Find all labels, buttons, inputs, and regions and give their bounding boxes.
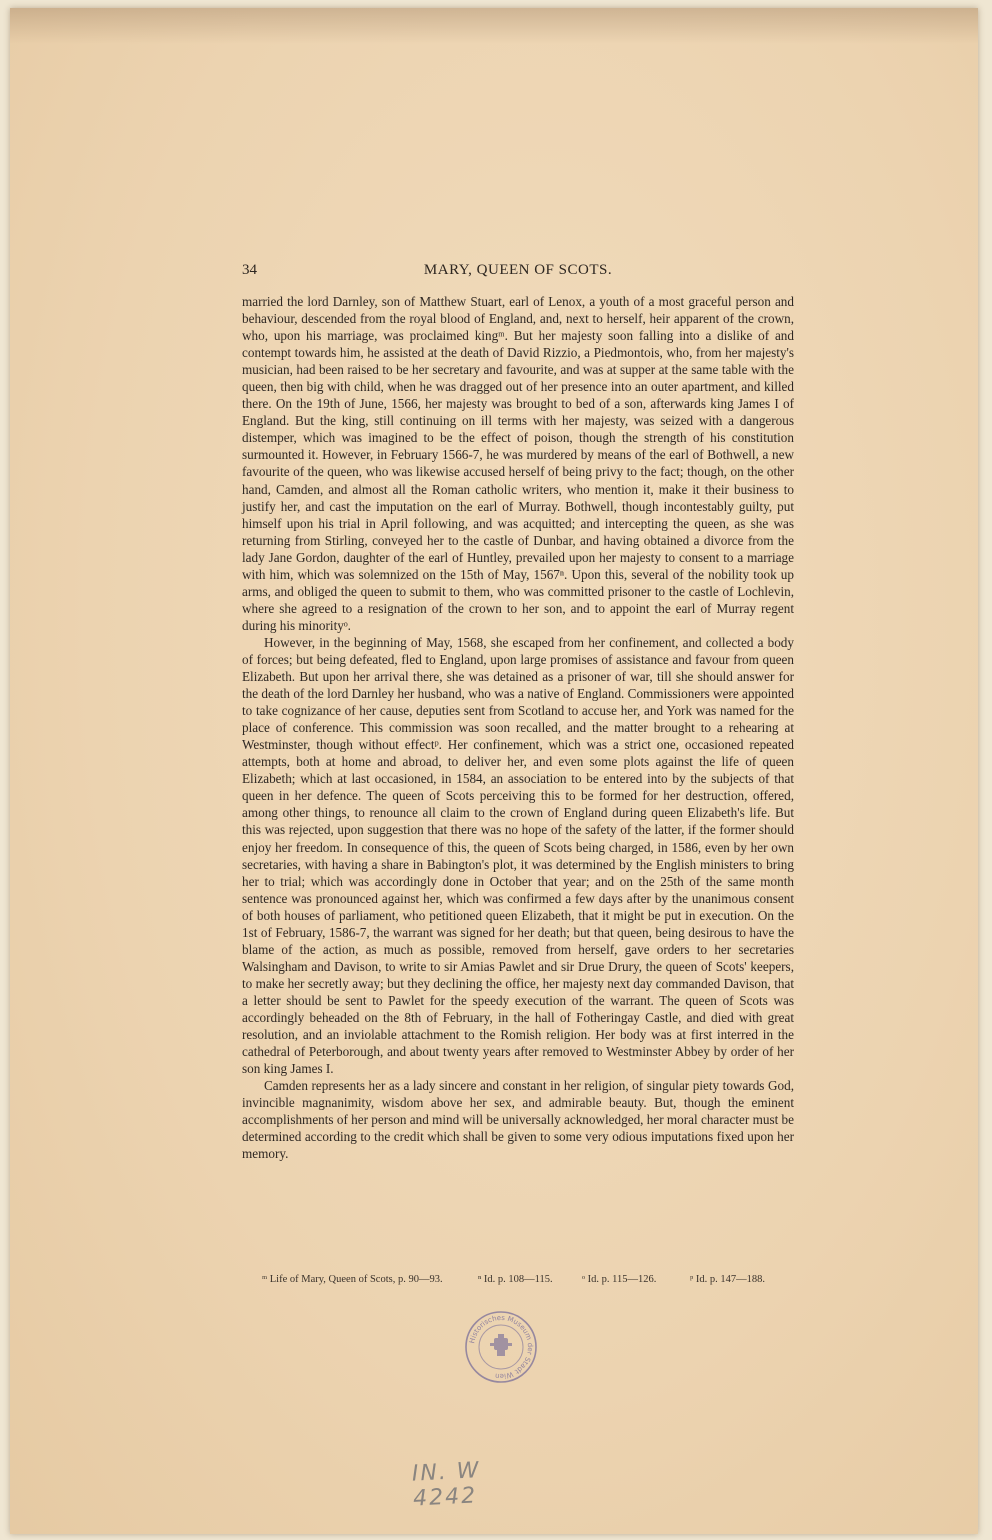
page-sheet — [10, 8, 978, 1534]
museum-stamp-icon — [464, 1310, 538, 1384]
page-header — [242, 262, 794, 284]
footnote: ᵐ Life of Mary, Queen of Scots, p. 90—93. — [262, 1274, 443, 1285]
body-text — [242, 293, 794, 1162]
paragraph: However, in the beginning of May, 1568, she escaped from her confinement, and collected a body of forces; but being defeated, fled to England, upon large promises of assistance and favour from queen Elizabeth. But upon her arrival there, she was detained as a prisoner of war, till she should answer for the death of the lord Darnley her husband, who was a native of England. Commissioners were appointed to take cognizance of her cause, deputies sent from Scotland to accuse her, and York was named for the place of conference. This commission was soon recalled, and the matter brought to a rehearing at Westminster, though without effectᵖ. Her confinement, which was a strict one, occasioned repeated attempts, both at home and abroad, to deliver her, and even some plots against the life of queen Elizabeth; which at last occasioned, in 1584, an association to be entered into by the subjects of that queen in her defence. The queen of Scots perceiving this to be formed for her destruction, offered, among other things, to renounce all claim to the crown of England during queen Elizabeth's life. But this was rejected, upon suggestion that there was no hope of the safety of the latter, if the former should enjoy her freedom. In consequence of this, the queen of Scots being charged, in 1586, even by her own secretaries, with having a share in Babington's plot, it was determined by the English ministers to bring her to trial; which was accordingly done in October that year; and on the 25th of the same month sentence was pronounced against her, which was confirmed a few days after by the unanimous consent of both houses of parliament, who petitioned queen Elizabeth, that it might be put in execution. On the 1st of February, 1586-7, the warrant was signed for her death; but that queen, being desirous to have the blame of the action, as much as possible, removed from herself, gave orders to her secretaries Walsingham and Davison, to write to sir Amias Pawlet and sir Drue Drury, the queen of Scots' keepers, to make her secretly away; but they declining the office, her majesty next day commanded Davison, that a letter should be sent to Pawlet for the speedy execution of the warrant. The queen of Scots was accordingly beheaded on the 8th of February, in the hall of Fotheringay Castle, and died with great resolution, and an inviolable attachment to the Romish religion. Her body was at first interred in the cathedral of Peterborough, and about twenty years after removed to Westminster Abbey by order of her son king James I. — [242, 634, 794, 1077]
page-number: 34 — [242, 262, 257, 278]
shelfmark: IN. W 4242 — [411, 1458, 482, 1512]
svg-text:Historisches Museum der Stadt: Historisches Museum der Stadt Wien — [468, 1313, 535, 1381]
paragraph: Camden represents her as a lady sincere and constant in her religion, of singular piety towards God, invincible magnanimity, wisdom above her sex, and admirable beauty. But, though the eminent accomplishments of her person and mind will be universally acknowledged, her moral character must be determined according to the credit which shall be given to some very odious imputations fixed upon her memory. — [242, 1078, 794, 1162]
running-title: MARY, QUEEN OF SCOTS. — [423, 262, 613, 278]
footnote: ᵒ Id. p. 115—126. — [582, 1274, 657, 1285]
footnote: ᵖ Id. p. 147—188. — [690, 1274, 766, 1285]
footnote: ⁿ Id. p. 108—115. — [478, 1274, 553, 1285]
footnotes — [262, 1274, 802, 1290]
paragraph: married the lord Darnley, son of Matthew Stuart, earl of Lenox, a youth of a most graceful person and behaviour, descended from the royal blood of England, and, next to herself, heir apparent of the crown, who, upon his marriage, was proclaimed kingᵐ. But her majesty soon falling into a dislike of and contempt towards him, he assisted at the death of David Rizzio, a Piedmontois, who, from her majesty's musician, had been raised to be her secretary and favourite, and was at supper at the same table with the queen, then big with child, when he was dragged out of her presence into an outer apartment, and killed there. On the 19th of June, 1566, her majesty was brought to bed of a son, afterwards king James I of England. But the king, still continuing on ill terms with her majesty, was seized with a dangerous distemper, which was imagined to be the effect of poison, though the strength of his constitution surmounted it. However, in February 1566-7, he was murdered by means of the earl of Bothwell, a new favourite of the queen, who was likewise accused herself of being privy to the fact; though, on the other hand, Camden, and almost all the Roman catholic writers, who mention it, make it their business to justify her, and cast the imputation on the earl of Murray. Bothwell, though incontestably guilty, put himself upon his trial in April following, and was acquitted; and intercepting the queen, as she was returning from Stirling, conveyed her to the castle of Dunbar, and having obtained a divorce from the lady Jane Gordon, daughter of the earl of Huntley, prevailed upon her majesty to consent to a marriage with him, which was solemnized on the 15th of May, 1567ⁿ. Upon this, several of the nobility took up arms, and obliged the queen to submit to them, who was committed prisoner to the castle of Lochlevin, where she agreed to a resignation of the crown to her son, and to appoint the earl of Murray regent during his minorityᵒ. — [242, 294, 794, 633]
